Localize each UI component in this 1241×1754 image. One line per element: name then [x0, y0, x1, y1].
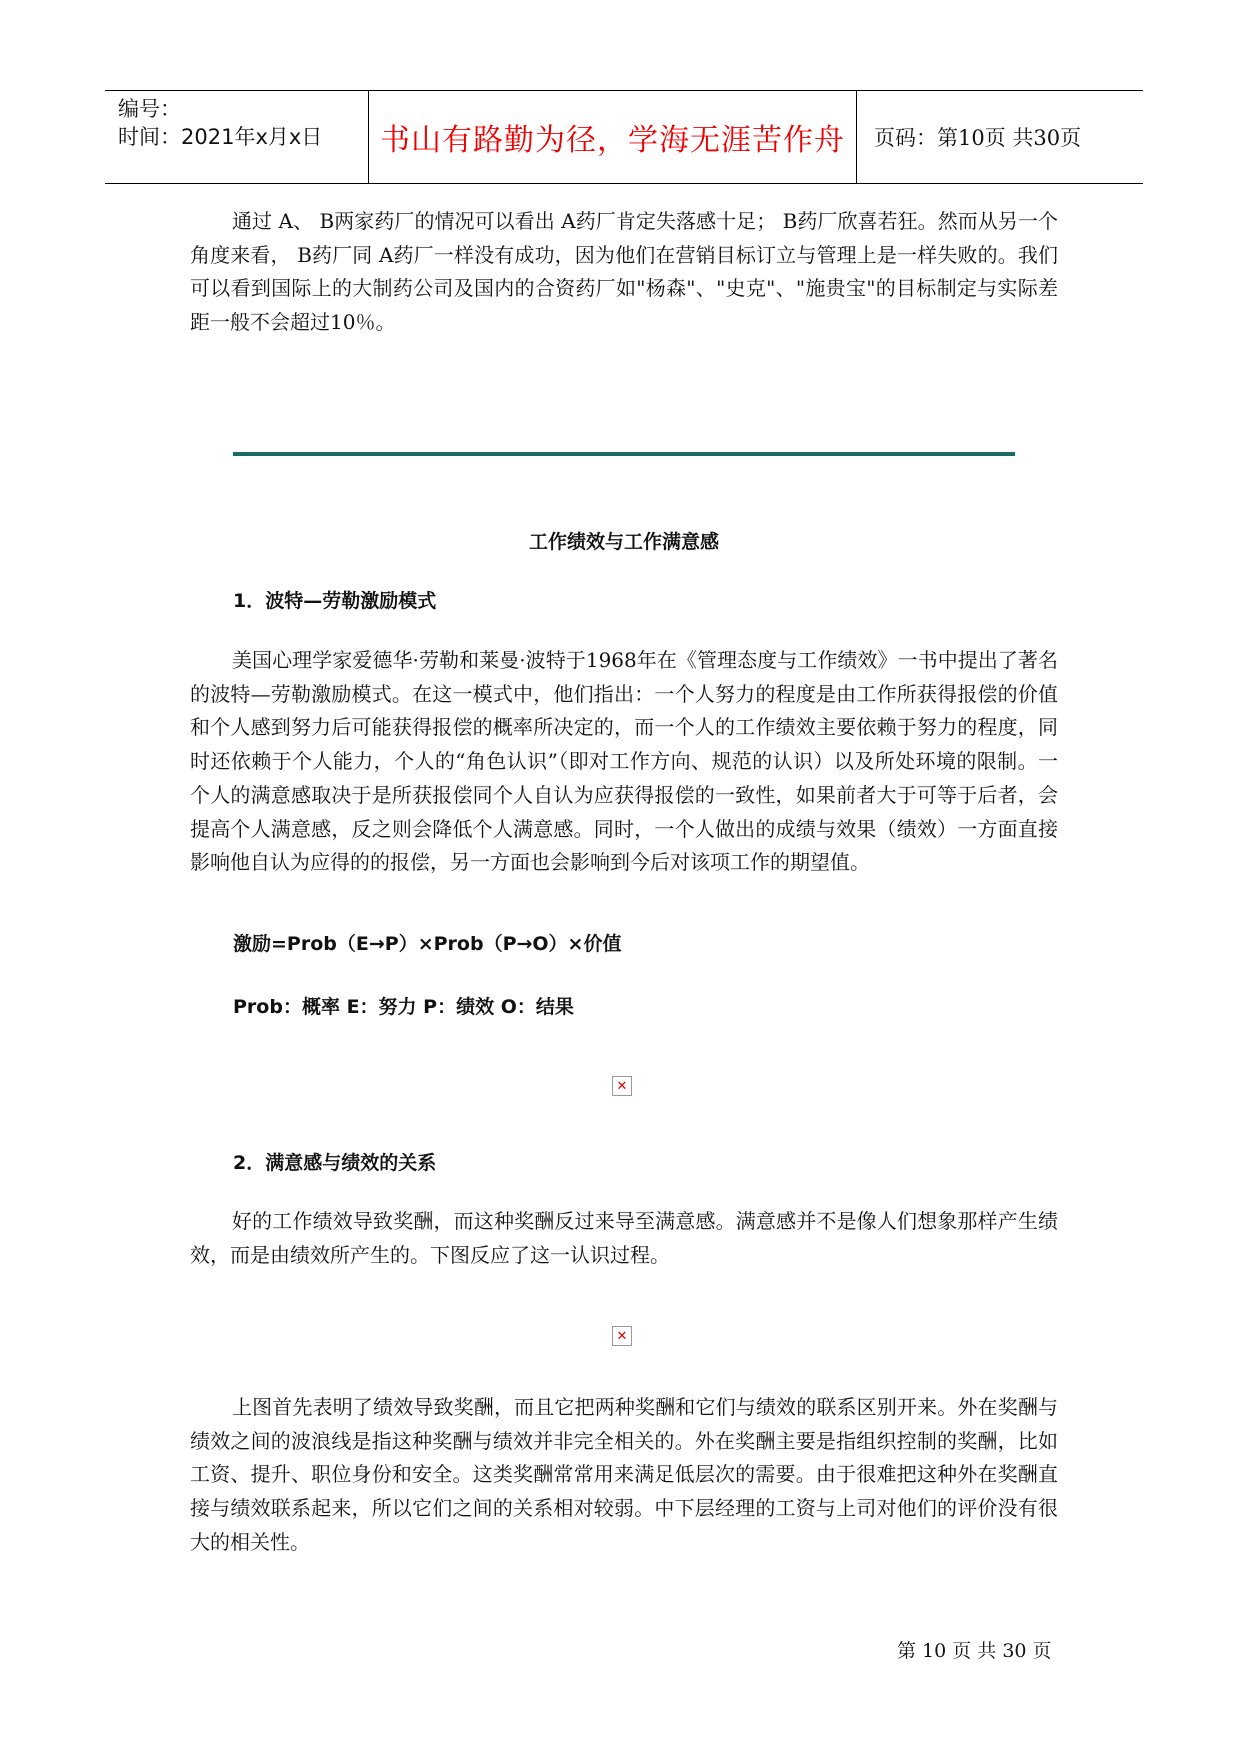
document-number-label: 编号： [118, 97, 181, 121]
broken-image-glyph: ✕ [616, 1328, 628, 1344]
paragraph-porter-lawler [190, 644, 1058, 880]
broken-image-icon [612, 1326, 632, 1346]
document-time-label: 时间：2021年x月x日 [118, 125, 323, 149]
section-divider [233, 452, 1015, 456]
header-left-cell [105, 91, 368, 183]
paragraph-text: 好的工作绩效导致奖酬，而这种奖酬反过来导至满意感。满意感并不是像人们想象那样产生绩效，而是由绩效所产生的。下图反应了这一认识过程。 [190, 1209, 1058, 1267]
header-motto: 书山有路勤为径，学海无涯苦作舟 [380, 123, 845, 158]
section-title: 工作绩效与工作满意感 [528, 531, 719, 553]
header-page-info: 页码：第10页 共30页 [874, 126, 1082, 150]
formula-legend: Prob：概率 E：努力 P：绩效 O：结果 [233, 996, 574, 1018]
page-header [105, 90, 1143, 184]
paragraph-text: 上图首先表明了绩效导致奖酬，而且它把两种奖酬和它们与绩效的联系区别开来。外在奖酬与绩效之间的波浪线是指这种奖酬与绩效并非完全相关的。外在奖酬主要是指组织控制的奖酬，比如工资、提升、职位身份和安全。这类奖酬常常用来满足低层次的需要。由于很难把这种外在奖酬直接与绩效联系起来，所以它们之间的关系相对较弱。中下层经理的工资与上司对他们的评价没有很大的相关性。 [190, 1395, 1058, 1554]
broken-image-glyph: ✕ [616, 1078, 628, 1094]
motivation-formula: 激励=Prob（E→P）×Prob（P→O）×价值 [233, 933, 622, 955]
paragraph-intro [190, 205, 1058, 340]
header-page-cell [856, 91, 1143, 183]
header-motto-cell [368, 91, 857, 183]
paragraph-satisfaction [190, 1205, 1058, 1272]
paragraph-text: 美国心理学家爱德华·劳勒和莱曼·波特于1968年在《管理态度与工作绩效》一书中提出了著名的波特—劳勒激励模式。在这一模式中，他们指出：一个人努力的程度是由工作所获得报偿的价值和个人感到努力后可能获得报偿的概率所决定的，而一个人的工作绩效主要依赖于努力的程度，同时还依赖于个人能力，个人的“角色认识”（即对工作方向、规范的认识）以及所处环境的限制。一个人的满意感取决于是所获报偿同个人自认为应获得报偿的一致性，如果前者大于可等于后者，会提高个人满意感，反之则会降低个人满意感。同时，一个人做出的成绩与效果（绩效）一方面直接影响他自认为应得的的报偿，另一方面也会影响到今后对该项工作的期望值。 [190, 648, 1058, 875]
paragraph-rewards [190, 1391, 1058, 1560]
page-footer: 第 10 页 共 30 页 [897, 1640, 1052, 1662]
paragraph-text: 通过 A、 B两家药厂的情况可以看出 A药厂肯定失落感十足； B药厂欣喜若狂。然而从另一个角度来看， B药厂同 A药厂一样没有成功，因为他们在营销目标订立与管理上是一样失败的。我们可以看到国际上的大制药公司及国内的合资药厂如"杨森"、"史克"、"施贵宝"的目标制定与实际差距一般不会超过10％。 [190, 209, 1058, 335]
heading-satisfaction-performance: 2．满意感与绩效的关系 [233, 1152, 437, 1174]
broken-image-icon [612, 1076, 632, 1096]
heading-porter-lawler: 1．波特—劳勒激励模式 [233, 590, 437, 612]
